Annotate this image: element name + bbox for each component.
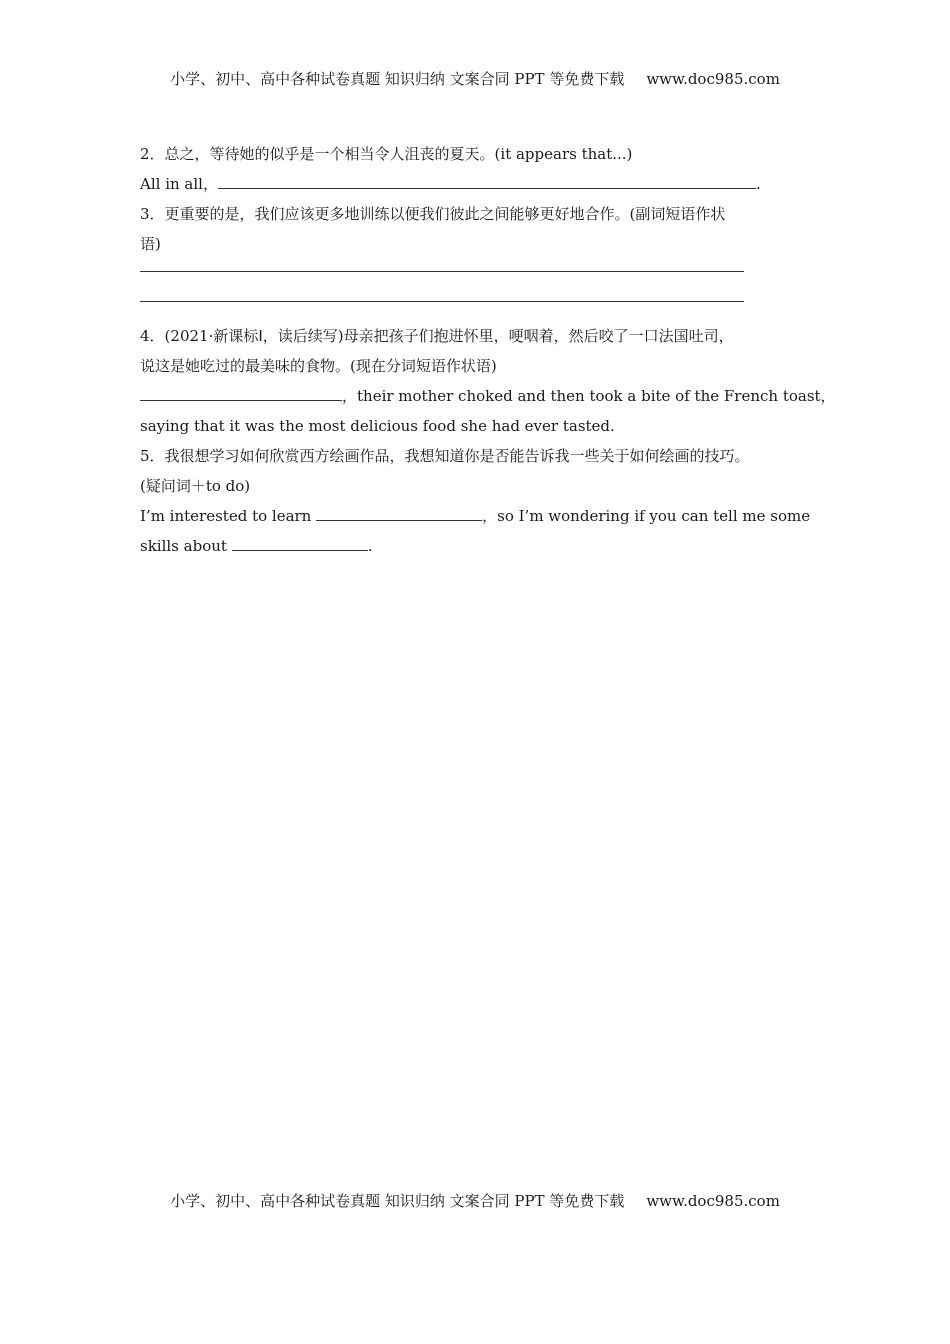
q4-prompt-line2: 说这是她吃过的最美味的食物。(现在分词短语作状语)	[140, 357, 497, 375]
q4-number: 4．(2021·	[140, 327, 214, 345]
q5-prompt-line1: 5．我很想学习如何欣赏西方绘画作品，我想知道你是否能告诉我一些关于如何绘画的技巧。	[140, 447, 750, 465]
q3-prompt-line2: 语)	[140, 235, 161, 253]
q4-source: 新课标Ⅰ，读后续写	[213, 327, 338, 345]
q2-answer-prefix: All in all，	[140, 175, 218, 193]
q5-answer-line2-suffix: .	[367, 537, 373, 555]
q3-answer-line-2[interactable]	[140, 292, 812, 322]
q4-prompt-rest: )母亲把孩子们抱进怀里，哽咽着，然后咬了一口法国吐司，	[337, 327, 734, 345]
q4-answer-line1	[140, 384, 836, 414]
q5-answer-line2-prefix: skills about	[140, 537, 227, 555]
footer-text: 小学、初中、高中各种试卷真题 知识归纳 文案合同 PPT 等免费下载	[170, 1192, 625, 1210]
header-text: 小学、初中、高中各种试卷真题 知识归纳 文案合同 PPT 等免费下载	[170, 70, 625, 88]
q2-prompt: 2．总之，等待她的似乎是一个相当令人沮丧的夏天。(it appears that...)	[140, 145, 633, 163]
q3-prompt-line1: 3．更重要的是，我们应该更多地训练以便我们彼此之间能够更好地合作。(副词短语作状	[140, 205, 726, 223]
q5-prompt-line2: (疑问词＋to do)	[140, 477, 251, 495]
q4-prompt-line1	[140, 324, 812, 354]
q5-answer-blank-1[interactable]	[316, 504, 482, 521]
q5-answer-line1	[140, 504, 812, 534]
footer-url[interactable]: www.doc985.com	[646, 1192, 780, 1210]
q5-answer-line2	[140, 534, 812, 564]
page-footer	[0, 1190, 950, 1211]
q5-answer-part2: ，so I’m wondering if you can tell me some	[482, 507, 811, 525]
q5-answer-blank-2[interactable]	[232, 534, 368, 551]
q5-answer-part1: I’m interested to learn	[140, 507, 312, 525]
q4-answer-blank[interactable]	[140, 384, 342, 401]
q4-answer-rest: ，their mother choked and then took a bite of the French toast，	[342, 387, 836, 405]
q2-answer-blank[interactable]	[218, 172, 756, 189]
q3-answer-line-1[interactable]	[140, 262, 812, 292]
q4-answer-line2: saying that it was the most delicious food she had ever tasted.	[140, 417, 615, 435]
exercise-content	[140, 142, 836, 564]
page-header	[0, 68, 950, 89]
q2-answer-suffix: .	[755, 175, 761, 193]
q2-answer	[140, 172, 812, 202]
header-url[interactable]: www.doc985.com	[646, 70, 780, 88]
